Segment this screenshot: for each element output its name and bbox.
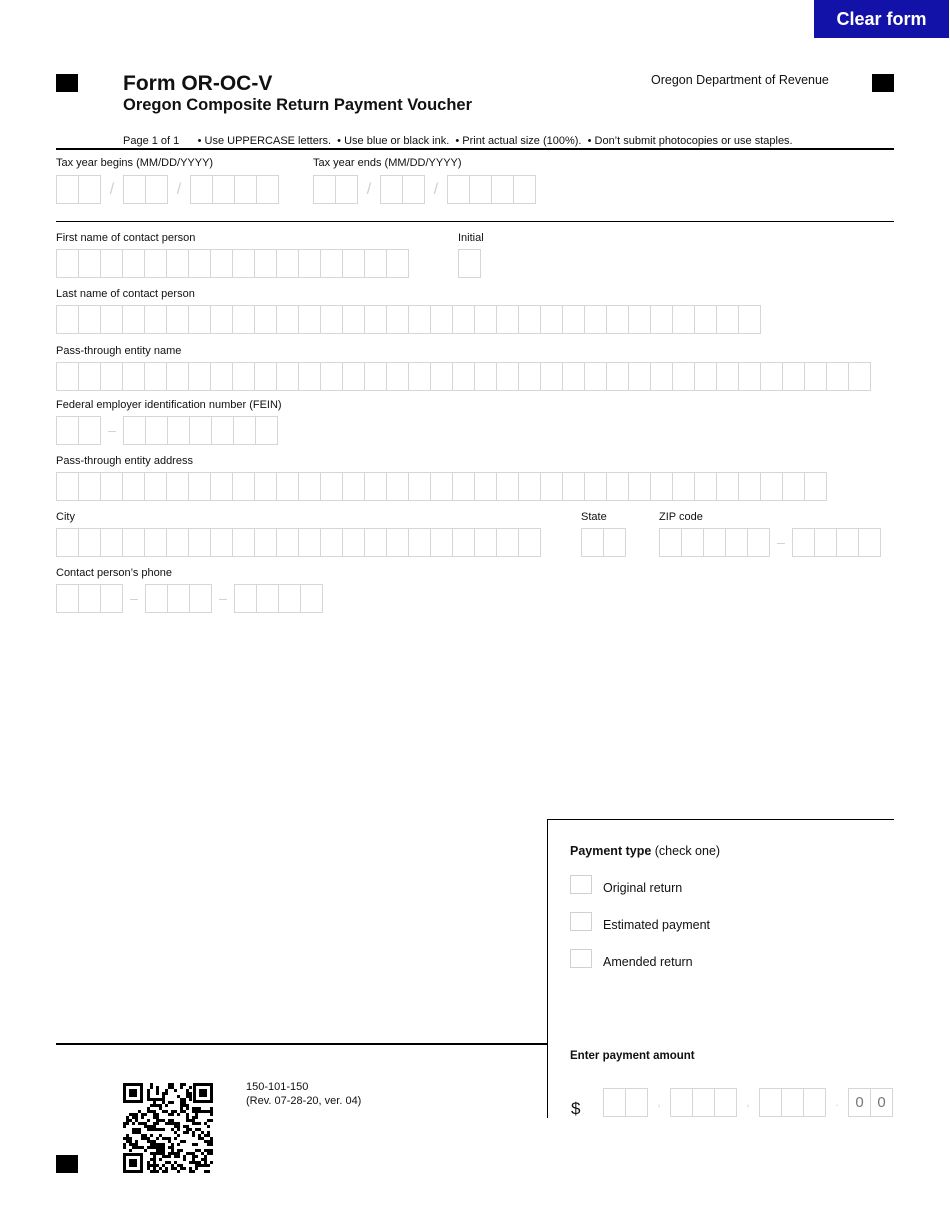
city-input[interactable] [56, 528, 541, 557]
entity-name-label: Pass-through entity name [56, 345, 182, 357]
first-name-label: First name of contact person [56, 232, 196, 244]
estimated-payment-checkbox[interactable] [570, 912, 592, 931]
registration-mark [56, 74, 78, 92]
fein-input[interactable]: – [56, 416, 278, 445]
initial-input[interactable] [458, 249, 481, 278]
fein-label: Federal employer identification number (FEIN) [56, 399, 282, 411]
payment-type-label: Payment type [570, 844, 652, 858]
clear-form-button[interactable]: Clear form [814, 0, 949, 38]
first-name-input[interactable] [56, 249, 409, 278]
tax-year-begins-input[interactable]: / / [56, 175, 279, 204]
tax-year-ends-input[interactable]: / / [313, 175, 536, 204]
amended-return-checkbox[interactable] [570, 949, 592, 968]
divider [56, 148, 894, 150]
city-label: City [56, 511, 75, 523]
form-subtitle: Oregon Composite Return Payment Voucher [123, 96, 472, 114]
original-return-label: Original return [603, 881, 683, 895]
payment-type-heading [570, 844, 720, 858]
state-label: State [581, 511, 607, 523]
entity-name-input[interactable] [56, 362, 871, 391]
estimated-payment-label: Estimated payment [603, 918, 710, 932]
last-name-label: Last name of contact person [56, 288, 195, 300]
state-input[interactable] [581, 528, 626, 557]
qr-code [123, 1083, 213, 1173]
cents-digit: 0 [870, 1089, 892, 1116]
registration-mark [872, 74, 894, 92]
amended-return-label: Amended return [603, 955, 693, 969]
entity-address-input[interactable] [56, 472, 827, 501]
tax-year-ends-label: Tax year ends (MM/DD/YYYY) [313, 157, 462, 169]
payment-amount-label: Enter payment amount [570, 1050, 695, 1062]
form-number: 150-101-150 [246, 1081, 309, 1093]
page-count: Page 1 of 1 [123, 135, 180, 147]
tax-year-begins-label: Tax year begins (MM/DD/YYYY) [56, 157, 214, 169]
payment-type-hint: (check one) [654, 844, 721, 858]
dollar-sign: $ [571, 1099, 581, 1118]
payment-panel [547, 819, 894, 1118]
phone-label: Contact person’s phone [56, 567, 172, 579]
divider [56, 221, 894, 222]
zip-label: ZIP code [659, 511, 703, 523]
original-return-checkbox[interactable] [570, 875, 592, 894]
payment-amount-input[interactable]: , , . 0 0 [603, 1088, 893, 1117]
phone-input[interactable]: – – [56, 584, 323, 613]
instructions [123, 135, 793, 147]
agency-name: Oregon Department of Revenue [651, 73, 829, 87]
divider [56, 1043, 548, 1045]
zip-input[interactable]: – [659, 528, 881, 557]
cents-digit: 0 [855, 1094, 864, 1111]
form-footer [246, 1080, 361, 1108]
registration-mark [56, 1155, 78, 1173]
initial-label: Initial [458, 232, 484, 244]
last-name-input[interactable] [56, 305, 761, 334]
form-title: Form OR-OC-V [123, 72, 273, 95]
form-revision: (Rev. 07-28-20, ver. 04) [246, 1095, 362, 1107]
instructions-text: • Use UPPERCASE letters. • Use blue or black ink. • Print actual size (100%). • Don’t submit photocopies or use staples. [197, 135, 793, 147]
entity-address-label: Pass-through entity address [56, 455, 193, 467]
